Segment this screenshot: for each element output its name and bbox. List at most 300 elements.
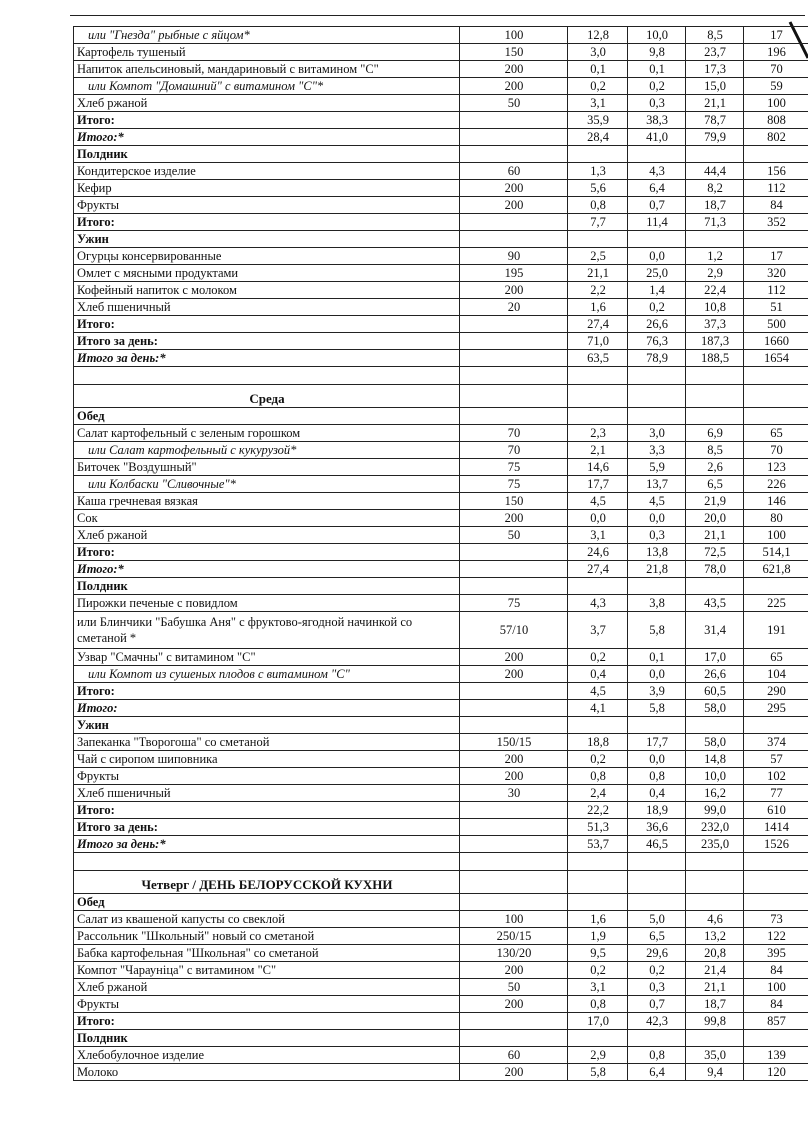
carbs-cell: 1,2: [686, 248, 744, 265]
energy-cell: [744, 578, 808, 595]
dish-row: [74, 1047, 808, 1064]
dish-name-cell: Фрукты: [74, 996, 460, 1013]
portion-weight-cell: 60: [460, 163, 568, 180]
dish-name-cell: Полдник: [74, 578, 460, 595]
energy-cell: 122: [744, 928, 808, 945]
protein-cell: 0,1: [568, 61, 628, 78]
portion-weight-cell: [460, 717, 568, 734]
fat-cell: [628, 717, 686, 734]
section-or-total-row: [74, 350, 808, 367]
dish-name-cell: Кофейный напиток с молоком: [74, 282, 460, 299]
portion-weight-cell: 200: [460, 751, 568, 768]
fat-cell: 5,9: [628, 459, 686, 476]
protein-cell: 0,8: [568, 768, 628, 785]
carbs-cell: 26,6: [686, 666, 744, 683]
dish-row: [74, 979, 808, 996]
carbs-cell: 78,0: [686, 561, 744, 578]
fat-cell: [628, 578, 686, 595]
carbs-cell: 78,7: [686, 112, 744, 129]
protein-cell: 17,7: [568, 476, 628, 493]
portion-weight-cell: 200: [460, 962, 568, 979]
energy-cell: [744, 408, 808, 425]
protein-cell: [568, 231, 628, 248]
protein-cell: 4,3: [568, 595, 628, 612]
protein-cell: [568, 146, 628, 163]
dish-row: [74, 928, 808, 945]
carbs-cell: 6,5: [686, 476, 744, 493]
carbs-cell: 20,0: [686, 510, 744, 527]
dish-name-cell: Итого:: [74, 802, 460, 819]
section-or-total-row: [74, 819, 808, 836]
carbs-cell: 8,5: [686, 442, 744, 459]
portion-weight-cell: 150/15: [460, 734, 568, 751]
carbs-cell: 58,0: [686, 700, 744, 717]
dish-name-cell: Итого за день:: [74, 333, 460, 350]
portion-weight-cell: 50: [460, 95, 568, 112]
carbs-cell: 23,7: [686, 44, 744, 61]
dish-name-cell: Молоко: [74, 1064, 460, 1081]
portion-weight-cell: 70: [460, 425, 568, 442]
energy-cell: 610: [744, 802, 808, 819]
fat-cell: 0,3: [628, 95, 686, 112]
protein-cell: [568, 717, 628, 734]
protein-cell: 14,6: [568, 459, 628, 476]
energy-cell: 500: [744, 316, 808, 333]
dish-name-cell: Итого:*: [74, 129, 460, 146]
energy-cell: [744, 853, 808, 871]
fat-cell: 9,8: [628, 44, 686, 61]
dish-row: [74, 768, 808, 785]
protein-cell: [568, 894, 628, 911]
carbs-cell: 43,5: [686, 595, 744, 612]
carbs-cell: [686, 578, 744, 595]
protein-cell: 0,8: [568, 996, 628, 1013]
protein-cell: 51,3: [568, 819, 628, 836]
dish-name-cell: Итого:: [74, 700, 460, 717]
energy-cell: 295: [744, 700, 808, 717]
dish-name-cell: или Компот "Домашний" с витамином "С"*: [74, 78, 460, 95]
dish-row: [74, 1064, 808, 1081]
dish-row: [74, 265, 808, 282]
energy-cell: 1526: [744, 836, 808, 853]
dish-row: [74, 78, 808, 95]
energy-cell: [744, 367, 808, 385]
fat-cell: 13,7: [628, 476, 686, 493]
dish-name-cell: или Колбаски "Сливочные"*: [74, 476, 460, 493]
protein-cell: 17,0: [568, 1013, 628, 1030]
energy-cell: [744, 231, 808, 248]
carbs-cell: 21,1: [686, 95, 744, 112]
protein-cell: 27,4: [568, 316, 628, 333]
portion-weight-cell: [460, 112, 568, 129]
protein-cell: [568, 367, 628, 385]
dish-name-cell: [74, 367, 460, 385]
portion-weight-cell: 20: [460, 299, 568, 316]
fat-cell: 25,0: [628, 265, 686, 282]
fat-cell: 42,3: [628, 1013, 686, 1030]
portion-weight-cell: [460, 231, 568, 248]
carbs-cell: [686, 408, 744, 425]
portion-weight-cell: 75: [460, 459, 568, 476]
fat-cell: 6,5: [628, 928, 686, 945]
energy-cell: 17: [744, 248, 808, 265]
protein-cell: 7,7: [568, 214, 628, 231]
carbs-cell: 13,2: [686, 928, 744, 945]
fat-cell: 0,0: [628, 510, 686, 527]
dish-row: [74, 666, 808, 683]
portion-weight-cell: 200: [460, 78, 568, 95]
section-or-total-row: [74, 1013, 808, 1030]
section-or-total-row: [74, 717, 808, 734]
protein-cell: 3,7: [568, 612, 628, 649]
carbs-cell: 99,0: [686, 802, 744, 819]
portion-weight-cell: 70: [460, 442, 568, 459]
fat-cell: 29,6: [628, 945, 686, 962]
energy-cell: 621,8: [744, 561, 808, 578]
dish-name-cell: Фрукты: [74, 768, 460, 785]
protein-cell: 2,3: [568, 425, 628, 442]
dish-name-cell: Хлеб ржаной: [74, 527, 460, 544]
energy-cell: 102: [744, 768, 808, 785]
carbs-cell: 79,9: [686, 129, 744, 146]
carbs-cell: 37,3: [686, 316, 744, 333]
fat-cell: 0,0: [628, 666, 686, 683]
section-or-total-row: [74, 231, 808, 248]
dish-row: [74, 425, 808, 442]
portion-weight-cell: [460, 894, 568, 911]
fat-cell: 46,5: [628, 836, 686, 853]
fat-cell: 13,8: [628, 544, 686, 561]
dish-row: [74, 527, 808, 544]
protein-cell: 2,9: [568, 1047, 628, 1064]
carbs-cell: 31,4: [686, 612, 744, 649]
fat-cell: 4,3: [628, 163, 686, 180]
energy-cell: [744, 1030, 808, 1047]
carbs-cell: [686, 894, 744, 911]
fat-cell: 0,1: [628, 649, 686, 666]
energy-cell: 17: [744, 27, 808, 44]
energy-cell: 1654: [744, 350, 808, 367]
energy-cell: 84: [744, 197, 808, 214]
protein-cell: [568, 385, 628, 408]
fat-cell: [628, 385, 686, 408]
protein-cell: [568, 578, 628, 595]
portion-weight-cell: 200: [460, 649, 568, 666]
dish-name-cell: Фрукты: [74, 197, 460, 214]
protein-cell: 0,4: [568, 666, 628, 683]
section-or-total-row: [74, 894, 808, 911]
protein-cell: 3,1: [568, 979, 628, 996]
section-or-total-row: [74, 316, 808, 333]
day-header-row: [74, 385, 808, 408]
portion-weight-cell: 50: [460, 527, 568, 544]
dish-name-cell: Биточек "Воздушный": [74, 459, 460, 476]
fat-cell: 0,4: [628, 785, 686, 802]
fat-cell: 0,1: [628, 61, 686, 78]
energy-cell: 59: [744, 78, 808, 95]
section-or-total-row: [74, 146, 808, 163]
protein-cell: [568, 1030, 628, 1047]
portion-weight-cell: 150: [460, 493, 568, 510]
dish-name-cell: или "Гнезда" рыбные с яйцом*: [74, 27, 460, 44]
section-or-total-row: [74, 1030, 808, 1047]
portion-weight-cell: 200: [460, 61, 568, 78]
energy-cell: 51: [744, 299, 808, 316]
dish-name-cell: Обед: [74, 408, 460, 425]
dish-row: [74, 595, 808, 612]
energy-cell: 225: [744, 595, 808, 612]
section-or-total-row: [74, 544, 808, 561]
portion-weight-cell: 250/15: [460, 928, 568, 945]
dish-name-cell: Кондитерское изделие: [74, 163, 460, 180]
portion-weight-cell: 200: [460, 666, 568, 683]
energy-cell: 73: [744, 911, 808, 928]
carbs-cell: 16,2: [686, 785, 744, 802]
protein-cell: 12,8: [568, 27, 628, 44]
energy-cell: 70: [744, 442, 808, 459]
portion-weight-cell: 200: [460, 510, 568, 527]
carbs-cell: 60,5: [686, 683, 744, 700]
protein-cell: 2,2: [568, 282, 628, 299]
fat-cell: [628, 408, 686, 425]
fat-cell: [628, 853, 686, 871]
top-rule: [70, 15, 805, 16]
dish-name-cell: Бабка картофельная "Школьная" со сметаной: [74, 945, 460, 962]
dish-name-cell: Итого:: [74, 683, 460, 700]
fat-cell: 41,0: [628, 129, 686, 146]
carbs-cell: 2,6: [686, 459, 744, 476]
portion-weight-cell: 200: [460, 282, 568, 299]
dish-row: [74, 282, 808, 299]
dish-name-cell: Сок: [74, 510, 460, 527]
portion-weight-cell: 57/10: [460, 612, 568, 649]
energy-cell: 290: [744, 683, 808, 700]
section-or-total-row: [74, 683, 808, 700]
dish-name-cell: Пирожки печеные с повидлом: [74, 595, 460, 612]
dish-row: [74, 459, 808, 476]
protein-cell: 9,5: [568, 945, 628, 962]
dish-name-cell: Итого за день:*: [74, 836, 460, 853]
carbs-cell: [686, 231, 744, 248]
fat-cell: 3,8: [628, 595, 686, 612]
portion-weight-cell: [460, 802, 568, 819]
protein-cell: 5,8: [568, 1064, 628, 1081]
dish-row: [74, 785, 808, 802]
carbs-cell: [686, 385, 744, 408]
fat-cell: [628, 1030, 686, 1047]
energy-cell: 857: [744, 1013, 808, 1030]
energy-cell: 84: [744, 962, 808, 979]
carbs-cell: 35,0: [686, 1047, 744, 1064]
fat-cell: 0,2: [628, 78, 686, 95]
dish-row: [74, 248, 808, 265]
carbs-cell: 22,4: [686, 282, 744, 299]
protein-cell: 22,2: [568, 802, 628, 819]
section-or-total-row: [74, 214, 808, 231]
energy-cell: 123: [744, 459, 808, 476]
energy-cell: 80: [744, 510, 808, 527]
portion-weight-cell: 90: [460, 248, 568, 265]
carbs-cell: 18,7: [686, 996, 744, 1013]
protein-cell: 3,0: [568, 44, 628, 61]
dish-name-cell: или Салат картофельный с кукурузой*: [74, 442, 460, 459]
dish-row: [74, 163, 808, 180]
dish-name-cell: Итого:: [74, 1013, 460, 1030]
portion-weight-cell: [460, 333, 568, 350]
dish-row: [74, 751, 808, 768]
energy-cell: 374: [744, 734, 808, 751]
fat-cell: 36,6: [628, 819, 686, 836]
dish-row: [74, 493, 808, 510]
fat-cell: 5,8: [628, 700, 686, 717]
dish-name-cell: Четверг / ДЕНЬ БЕЛОРУССКОЙ КУХНИ: [74, 871, 460, 894]
fat-cell: 0,8: [628, 1047, 686, 1064]
energy-cell: [744, 385, 808, 408]
carbs-cell: [686, 717, 744, 734]
protein-cell: 1,6: [568, 911, 628, 928]
fat-cell: 18,9: [628, 802, 686, 819]
portion-weight-cell: 50: [460, 979, 568, 996]
fat-cell: 3,0: [628, 425, 686, 442]
carbs-cell: 187,3: [686, 333, 744, 350]
portion-weight-cell: 75: [460, 476, 568, 493]
carbs-cell: 15,0: [686, 78, 744, 95]
protein-cell: 71,0: [568, 333, 628, 350]
energy-cell: 146: [744, 493, 808, 510]
fat-cell: 0,2: [628, 962, 686, 979]
energy-cell: 120: [744, 1064, 808, 1081]
energy-cell: 65: [744, 425, 808, 442]
dish-row: [74, 649, 808, 666]
energy-cell: 84: [744, 996, 808, 1013]
carbs-cell: 4,6: [686, 911, 744, 928]
portion-weight-cell: 60: [460, 1047, 568, 1064]
protein-cell: [568, 871, 628, 894]
carbs-cell: [686, 367, 744, 385]
dish-row: [74, 476, 808, 493]
dish-row: [74, 27, 808, 44]
carbs-cell: 21,4: [686, 962, 744, 979]
energy-cell: 196: [744, 44, 808, 61]
dish-name-cell: Напиток апельсиновый, мандариновый с витамином "С": [74, 61, 460, 78]
carbs-cell: 71,3: [686, 214, 744, 231]
dish-row: [74, 44, 808, 61]
energy-cell: 352: [744, 214, 808, 231]
carbs-cell: 2,9: [686, 265, 744, 282]
carbs-cell: 232,0: [686, 819, 744, 836]
protein-cell: [568, 853, 628, 871]
dish-row: [74, 510, 808, 527]
dish-row: [74, 996, 808, 1013]
dish-row: [74, 61, 808, 78]
protein-cell: 1,3: [568, 163, 628, 180]
portion-weight-cell: [460, 700, 568, 717]
carbs-cell: 8,5: [686, 27, 744, 44]
portion-weight-cell: [460, 316, 568, 333]
fat-cell: 1,4: [628, 282, 686, 299]
carbs-cell: 58,0: [686, 734, 744, 751]
carbs-cell: 235,0: [686, 836, 744, 853]
portion-weight-cell: 200: [460, 1064, 568, 1081]
energy-cell: 112: [744, 180, 808, 197]
dish-name-cell: Картофель тушеный: [74, 44, 460, 61]
dish-name-cell: Салат картофельный с зеленым горошком: [74, 425, 460, 442]
dish-row: [74, 197, 808, 214]
portion-weight-cell: 100: [460, 911, 568, 928]
energy-cell: [744, 717, 808, 734]
section-or-total-row: [74, 129, 808, 146]
carbs-cell: 17,0: [686, 649, 744, 666]
energy-cell: [744, 894, 808, 911]
section-or-total-row: [74, 333, 808, 350]
fat-cell: 3,3: [628, 442, 686, 459]
protein-cell: 4,5: [568, 683, 628, 700]
protein-cell: 53,7: [568, 836, 628, 853]
fat-cell: 78,9: [628, 350, 686, 367]
fat-cell: [628, 146, 686, 163]
dish-row: [74, 612, 808, 649]
dish-name-cell: Салат из квашеной капусты со свеклой: [74, 911, 460, 928]
protein-cell: 5,6: [568, 180, 628, 197]
fat-cell: 5,8: [628, 612, 686, 649]
portion-weight-cell: [460, 683, 568, 700]
portion-weight-cell: 30: [460, 785, 568, 802]
dish-name-cell: Полдник: [74, 1030, 460, 1047]
fat-cell: 5,0: [628, 911, 686, 928]
fat-cell: 0,7: [628, 197, 686, 214]
carbs-cell: [686, 853, 744, 871]
dish-name-cell: Кефир: [74, 180, 460, 197]
protein-cell: 0,2: [568, 751, 628, 768]
energy-cell: 1660: [744, 333, 808, 350]
carbs-cell: 99,8: [686, 1013, 744, 1030]
protein-cell: 27,4: [568, 561, 628, 578]
protein-cell: 4,1: [568, 700, 628, 717]
dish-name-cell: Узвар "Смачны" с витамином "С": [74, 649, 460, 666]
protein-cell: 1,9: [568, 928, 628, 945]
dish-name-cell: Итого:*: [74, 561, 460, 578]
carbs-cell: 8,2: [686, 180, 744, 197]
energy-cell: 156: [744, 163, 808, 180]
dish-row: [74, 95, 808, 112]
dish-name-cell: Итого:: [74, 214, 460, 231]
fat-cell: 21,8: [628, 561, 686, 578]
dish-name-cell: Хлеб пшеничный: [74, 299, 460, 316]
fat-cell: 0,2: [628, 299, 686, 316]
portion-weight-cell: [460, 853, 568, 871]
fat-cell: 0,0: [628, 248, 686, 265]
dish-row: [74, 911, 808, 928]
carbs-cell: 17,3: [686, 61, 744, 78]
carbs-cell: 20,8: [686, 945, 744, 962]
portion-weight-cell: 195: [460, 265, 568, 282]
fat-cell: [628, 871, 686, 894]
section-or-total-row: [74, 112, 808, 129]
dish-name-cell: Огурцы консервированные: [74, 248, 460, 265]
carbs-cell: [686, 871, 744, 894]
carbs-cell: 6,9: [686, 425, 744, 442]
protein-cell: 2,4: [568, 785, 628, 802]
energy-cell: 77: [744, 785, 808, 802]
protein-cell: [568, 408, 628, 425]
dish-name-cell: Хлеб ржаной: [74, 979, 460, 996]
portion-weight-cell: 200: [460, 768, 568, 785]
dish-name-cell: Каша гречневая вязкая: [74, 493, 460, 510]
energy-cell: 395: [744, 945, 808, 962]
energy-cell: 100: [744, 979, 808, 996]
carbs-cell: 14,8: [686, 751, 744, 768]
portion-weight-cell: [460, 871, 568, 894]
